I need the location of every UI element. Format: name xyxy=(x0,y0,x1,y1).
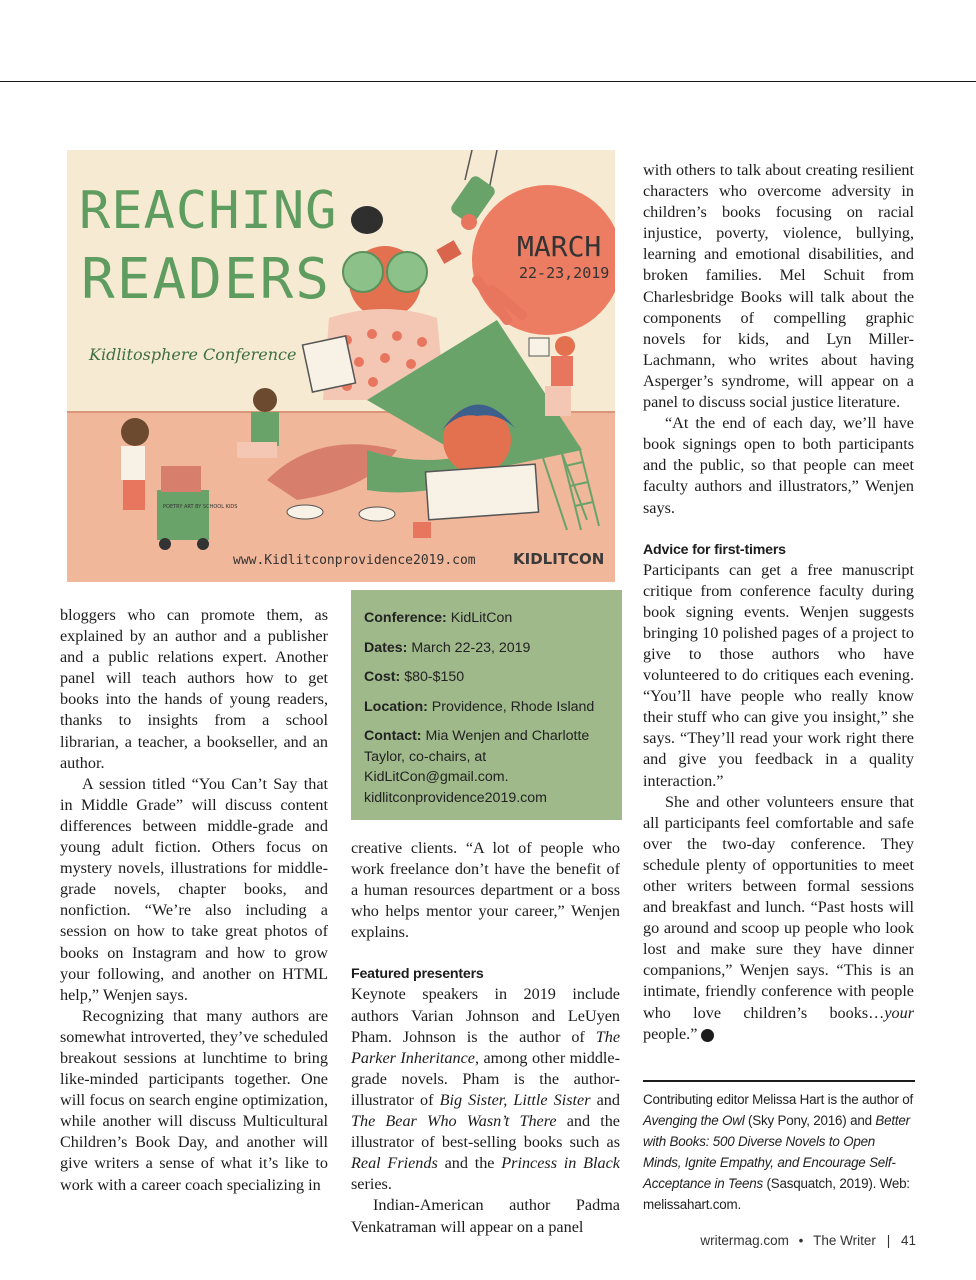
page-number: 41 xyxy=(900,1233,916,1248)
col3-paragraph-2: “At the end of each day, we’ll have book signings open to both participants and the public, so that people can meet faculty authors and illustrators,” Wenjen says. xyxy=(643,414,914,517)
col3-paragraph-1: with others to talk about creating resilient characters who overcome adversity in children’s books focusing on racial injustice, poverty, violence, bullying, learning and emotional disabilities, and broken families. Mel Schuit from Charlesbridge Books will talk about the components of compelling graphic novels for kids, and Lyn Miller-Lachmann, who writes about having Asperger’s syndrome, will appear on a panel to discuss social justice literature. xyxy=(643,161,914,412)
footer-site: writermag.com xyxy=(700,1233,789,1248)
info-conference: Conference: KidLitCon xyxy=(364,610,513,626)
subhead-advice-first-timers: Advice for first-timers xyxy=(643,541,786,558)
col1-paragraph-3: Recognizing that many authors are somewhat introverted, they’ve scheduled breakout sessions at lunchtime to bring like-minded participants together. One will focus on search engine optimization, while another will discuss Multicultural Children’s Book Day, and another will give writers a sense of what it’s like to work with a career coach specializing in xyxy=(60,1006,328,1194)
poster-title-line2: READERS xyxy=(81,247,332,312)
footer-separator: | xyxy=(886,1233,891,1248)
conference-poster xyxy=(67,150,615,582)
col3-paragraph-3: Participants can get a free manuscript critique from conference faculty during book signing events. Wenjen suggests bringing 10 polished pages of a project to give to those authors who have volunteered to do critiques each evening. “You’ll have people who really know their stuff who can give you insight,” she says. “They’ll read your work right there and give you feedback in a quality interaction.” xyxy=(643,560,914,790)
col2-paragraph-1: creative clients. “A lot of people who work freelance don’t have the benefit of a human resources department or a boss who helps mentor your career,” Wenjen explains. xyxy=(351,839,620,942)
page-footer xyxy=(700,1233,916,1248)
poster-url: www.Kidlitconprovidence2019.com xyxy=(233,553,476,568)
poster-date-days: 22-23,2019 xyxy=(519,264,610,282)
poster-logo: KIDLITCON xyxy=(513,550,605,568)
col1-paragraph-2: A session titled “You Can’t Say that in Middle Grade” will discuss content differences between middle-grade and young adult fiction. Others focus on mystery novels, illustrations for middle-grade novels, chapter books, and nonfiction. “We’re also including a session on how to take great photos of books on Instagram and how to grow your following, and another on HTML help,” Wenjen says. xyxy=(60,774,328,1004)
author-bio: Contributing editor Melissa Hart is the author of Avenging the Owl (Sky Pony, 2016) and Better with Books: 500 Diverse Novels to Open Minds, Ignite Empathy, and Encourage Self-Acceptance in Teens (Sasquatch, 2019). Web: melissahart.com. xyxy=(643,1092,914,1213)
info-contact: Contact: Mia Wenjen and Charlotte Taylor, co-chairs, at KidLitCon@gmail.com. kidlitconprovidence2019.com xyxy=(364,728,590,806)
info-dates: Dates: March 22-23, 2019 xyxy=(364,639,531,656)
poster-date-month: MARCH xyxy=(517,230,602,263)
col3-paragraph-4: She and other volunteers ensure that all participants feel comfortable and safe over the two-day conference. They schedule plenty of opportunities to meet other writers between formal sessions and breakfast and lunch. “Past hosts will go around and scoop up people who look lost and make sure they have dinner companions,” Wenjen says. “This is an intimate, friendly conference with people who love children’s books…your people.” W xyxy=(643,792,914,1043)
col2-paragraph-3: Indian-American author Padma Venkatraman will appear on a panel xyxy=(351,1196,620,1236)
poster-illustration xyxy=(67,150,615,582)
subhead-featured-presenters: Featured presenters xyxy=(351,966,484,983)
column-middle xyxy=(351,838,620,1238)
column-left xyxy=(60,605,328,1196)
info-cost: Cost: $80-$150 xyxy=(364,669,465,685)
footer-magazine: The Writer xyxy=(813,1233,876,1248)
poster-title-line1: REACHING xyxy=(79,181,338,241)
col2-paragraph-2: Keynote speakers in 2019 include authors Varian Johnson and LeUyen Pham. Johnson is the author of The Parker Inheritance, among other middle-grade novels. Pham is the author-illustrator of Big Sister, Little Sister and The Bear Who Wasn’t There and the illustrator of best-selling books such as Real Friends and the Princess in Black series. xyxy=(351,985,620,1194)
end-mark-icon: W xyxy=(701,1029,714,1042)
footer-bullet: • xyxy=(798,1233,804,1248)
top-rule xyxy=(0,81,976,82)
conference-info-box xyxy=(351,590,622,820)
bio-rule xyxy=(643,1080,915,1082)
column-right xyxy=(643,160,914,1045)
col1-paragraph-1: bloggers who can promote them, as explained by an author and a publisher and a public relations expert. Another panel will teach authors how to get books into the hands of young readers, thanks to insights from a school librarian, a teacher, a bookseller, and an author. xyxy=(60,606,328,772)
poster-subtitle: Kidlitosphere Conference xyxy=(89,345,297,364)
poster-cart-sign: POETRY ART BY SCHOOL KIDS xyxy=(163,504,238,510)
info-location: Location: Providence, Rhode Island xyxy=(364,698,595,715)
